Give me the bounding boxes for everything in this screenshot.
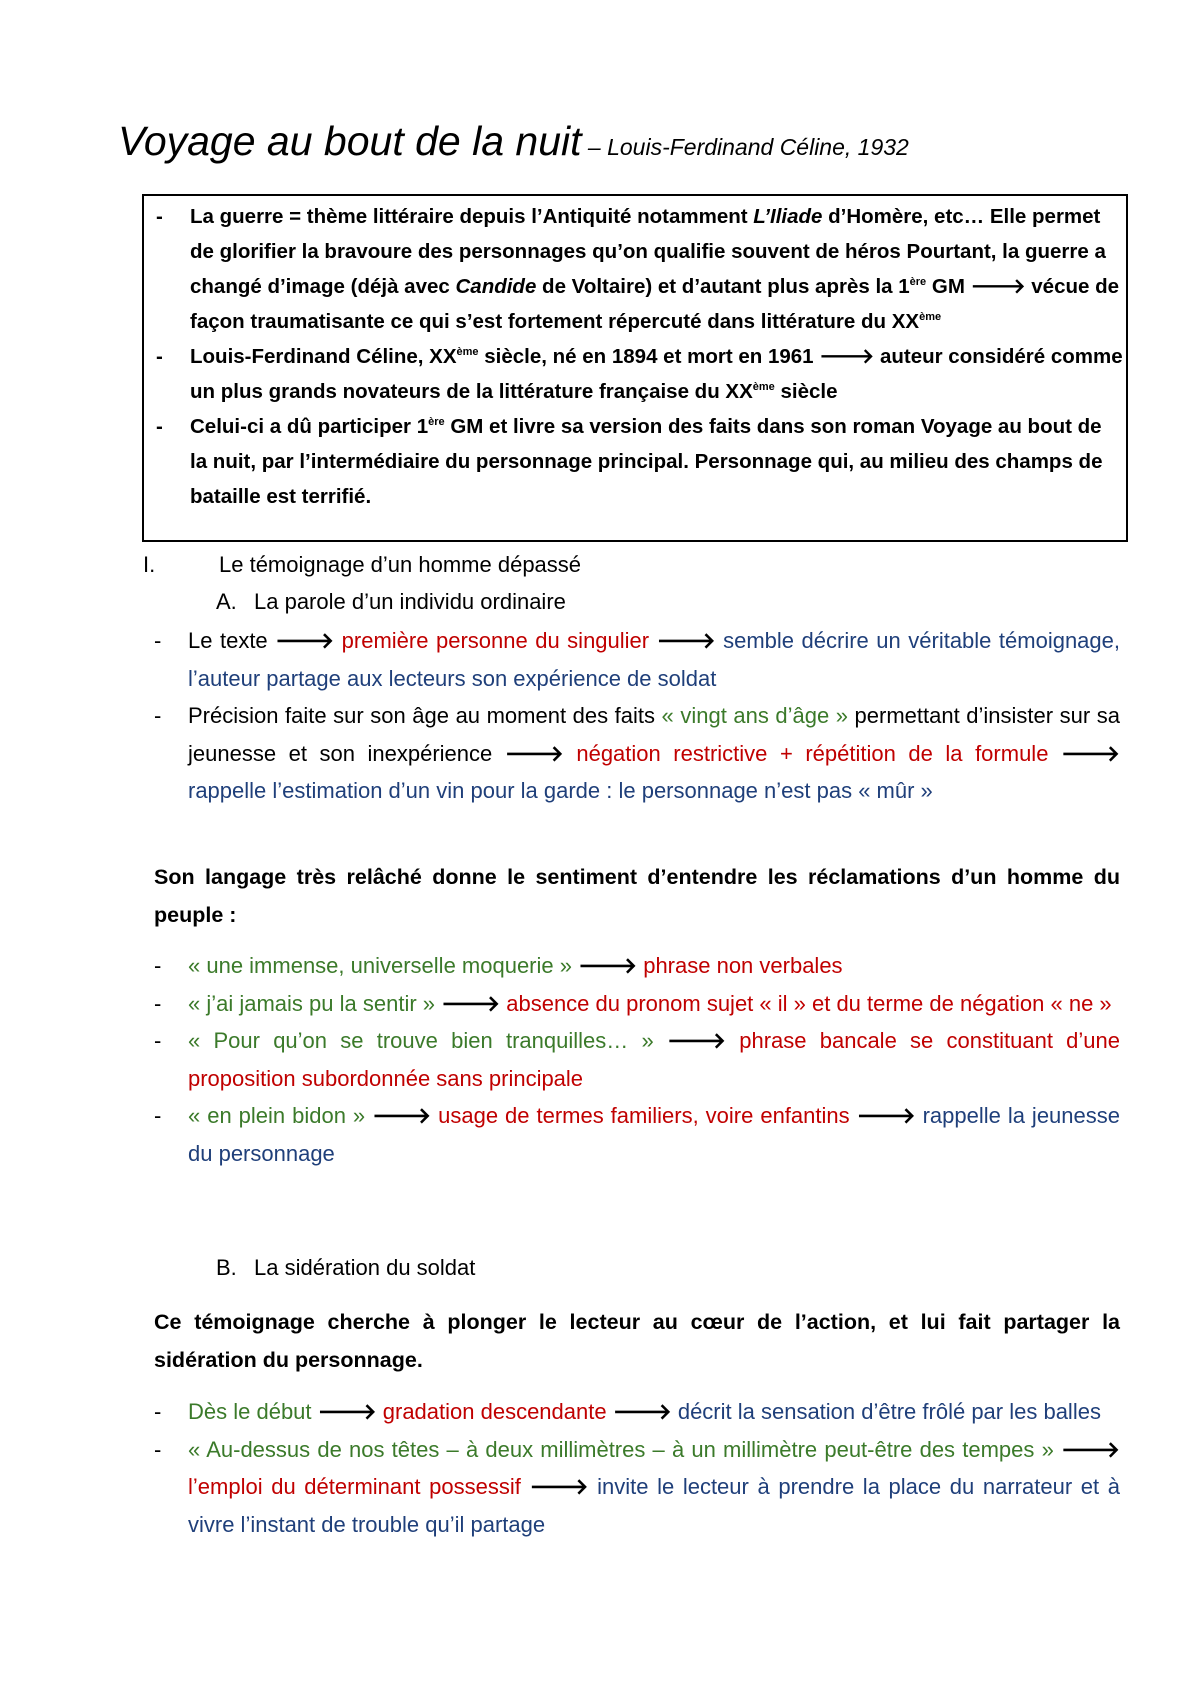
bullets-a xyxy=(154,622,1120,810)
title-author: – Louis-Ferdinand Céline, 1932 xyxy=(581,134,909,160)
arrow-icon: 🡒 xyxy=(275,628,335,653)
arrow-icon: 🡒 xyxy=(441,990,501,1016)
arrow-icon: 🡒 xyxy=(578,953,638,978)
arrow-icon: 🡒 xyxy=(529,1474,589,1499)
arrow-icon: 🡒 xyxy=(372,1103,432,1128)
list-item: - Précision faite sur son âge au moment des faits « vingt ans d’âge » permettant d’insister sur sa jeunesse et son inexpérience 🡒 négation restrictive + répétition de la formule 🡒 rappelle l’estimation d’un vin pour la garde : le personnage n’est pas « mûr » xyxy=(154,697,1120,810)
intro-item-3: - Celui-ci a dû participer 1ère GM et livre sa version des faits dans son roman Voyage au bout de la nuit, par l’intermédiaire du personnage principal. Personnage qui, au milieu des champs de bataille est terrifié. xyxy=(144,409,1124,514)
list-item: - « Pour qu’on se trouve bien tranquilles… » 🡒 phrase bancale se constituant d’une proposition subordonnée sans principale xyxy=(154,1022,1120,1097)
list-item: - Le texte 🡒 première personne du singulier 🡒 semble décrire un véritable témoignage, l’auteur partage aux lecteurs son expérience de soldat xyxy=(154,622,1120,697)
arrow-icon: 🡒 xyxy=(856,1103,916,1128)
intro-box xyxy=(142,194,1128,542)
arrow-icon: 🡒 xyxy=(1060,740,1120,766)
bullets-a2 xyxy=(154,947,1120,1172)
list-item: - « Au-dessus de nos têtes – à deux millimètres – à un millimètre peut-être des tempes » 🡒 l’emploi du déterminant possessif 🡒 invite le lecteur à prendre la place du narrateur et à vivre l’instant de trouble qu’il partage xyxy=(154,1431,1120,1544)
arrow-icon: 🡒 xyxy=(317,1399,377,1424)
list-item: - « en plein bidon » 🡒 usage de termes familiers, voire enfantins 🡒 rappelle la jeunesse du personnage xyxy=(154,1097,1120,1172)
arrow-icon: 🡒 xyxy=(666,1028,726,1053)
document-title xyxy=(118,118,909,165)
arrow-icon: 🡒 xyxy=(612,1399,672,1424)
list-item: - « une immense, universelle moquerie » 🡒 phrase non verbales xyxy=(154,947,1120,985)
intro-item-2: - Louis-Ferdinand Céline, XXème siècle, né en 1894 et mort en 1961 🡒 auteur considéré comme un plus grands novateurs de la littérature française du XXème siècle xyxy=(144,339,1124,409)
section-heading-1: I. Le témoignage d’un homme dépassé xyxy=(143,552,582,577)
arrow-icon: 🡒 xyxy=(504,740,564,766)
bullets-b xyxy=(154,1393,1120,1543)
subsection-heading-a: A. La parole d’un individu ordinaire xyxy=(216,589,566,614)
arrow-icon: 🡒 xyxy=(1061,1436,1120,1462)
title-main: Voyage au bout de la nuit xyxy=(118,118,582,164)
subsection-heading-b: B. La sidération du soldat xyxy=(216,1255,476,1280)
list-item: - Dès le début 🡒 gradation descendante 🡒 décrit la sensation d’être frôlé par les balles xyxy=(154,1393,1120,1431)
arrow-icon: 🡒 xyxy=(819,345,875,368)
intro-item-1: - La guerre = thème littéraire depuis l’Antiquité notamment L’Iliade d’Homère, etc… Elle permet de glorifier la bravoure des personnages qu’on qualifie souvent de héros Pourtant, la guerre a changé d’image (déjà avec Candide de Voltaire) et d’autant plus après la 1ère GM 🡒 vécue de façon traumatisante ce qui s’est fortement répercuté dans littérature du XXème xyxy=(144,199,1124,339)
paragraph-language: Son langage très relâché donne le sentiment d’entendre les réclamations d’un homme du peuple : xyxy=(154,865,1120,927)
list-item: - « j’ai jamais pu la sentir » 🡒 absence du pronom sujet « il » et du terme de négation « ne » xyxy=(154,985,1120,1023)
arrow-icon: 🡒 xyxy=(970,275,1026,298)
paragraph-sideration: Ce témoignage cherche à plonger le lecteur au cœur de l’action, et lui fait partager la sidération du personnage. xyxy=(154,1310,1120,1372)
arrow-icon: 🡒 xyxy=(656,628,716,653)
